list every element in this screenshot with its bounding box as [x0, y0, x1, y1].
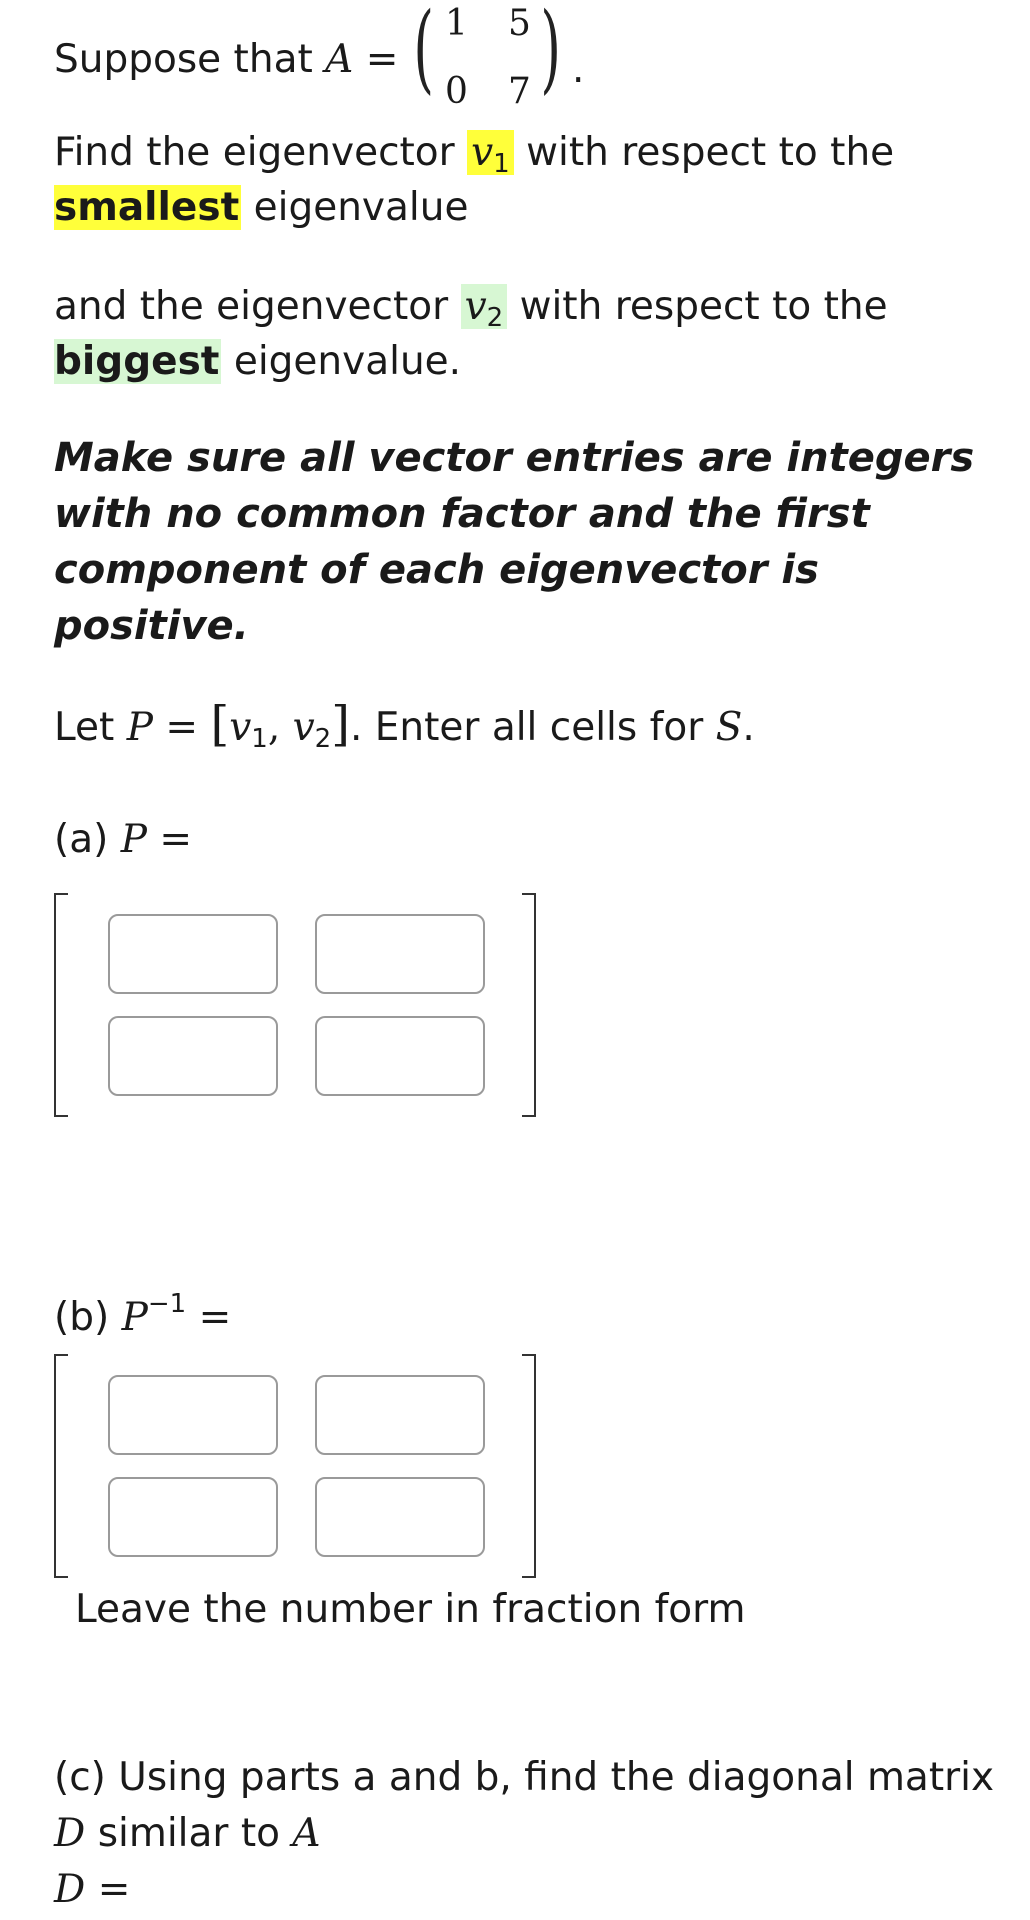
part-a-P: P — [120, 817, 147, 862]
eigenvector-v1-line — [54, 125, 894, 181]
pinv-cell-1-2[interactable] — [315, 1375, 485, 1455]
p-cell-2-2[interactable] — [315, 1016, 485, 1096]
pinv-left-bracket — [54, 1354, 68, 1578]
var-v1: v — [471, 130, 494, 175]
smallest-highlight: smallest — [54, 185, 240, 230]
inverse-superscript: −1 — [147, 1289, 187, 1319]
line2-text1: Find the eigenvector — [54, 130, 455, 175]
matrix-a11: 1 — [445, 3, 468, 44]
p-cell-2-1[interactable] — [108, 1016, 278, 1096]
pinv-cell-2-2[interactable] — [315, 1477, 485, 1557]
var-P: P — [126, 705, 153, 750]
intro-prefix: Suppose that — [54, 37, 313, 82]
close-bracket: ] — [331, 696, 350, 752]
equals-sign: = — [365, 37, 399, 82]
pinv-cell-2-1[interactable] — [108, 1477, 278, 1557]
line5-rest: eigenvalue. — [233, 339, 462, 384]
matrix-a12: 5 — [508, 3, 531, 44]
part-b-equals: = — [198, 1295, 232, 1340]
smallest-line — [54, 180, 468, 236]
p-cell-1-1[interactable] — [108, 914, 278, 994]
left-paren: ( — [413, 0, 435, 104]
p-right-bracket — [522, 893, 536, 1117]
var-S: S — [715, 705, 743, 750]
let-v2-sub: 2 — [314, 724, 332, 754]
var-D: D — [54, 1811, 86, 1856]
line4-text1: and the eigenvector — [54, 284, 449, 329]
right-paren: ) — [540, 0, 562, 104]
part-a-equals: = — [159, 817, 193, 862]
let-p-line — [54, 696, 755, 756]
let-v1-sub: 1 — [251, 724, 268, 754]
let-v1: v — [229, 705, 252, 750]
line2-text2: with respect to the — [526, 130, 895, 175]
part-b-letter: (b) — [54, 1295, 110, 1340]
integer-instruction: Make sure all vector entries are integers with no common factor and the first component of each eigenvector is positive. — [54, 435, 975, 649]
part-b-P: P — [121, 1295, 148, 1340]
var-A: A — [325, 37, 354, 82]
eigenvector-v2-line — [54, 279, 888, 335]
part-c-text: (c) Using parts a and b, find the diagonal matrix — [54, 1755, 995, 1800]
matrix-a21: 0 — [445, 71, 468, 112]
fraction-note: Leave the number in fraction form — [75, 1587, 746, 1632]
let-end: . — [742, 705, 755, 750]
line4-text2: with respect to the — [519, 284, 888, 329]
d-equals: = — [97, 1867, 131, 1912]
biggest-highlight: biggest — [54, 339, 220, 384]
matrix-period: . — [572, 47, 585, 92]
open-bracket: [ — [210, 696, 230, 752]
v1-subscript: 1 — [493, 149, 510, 179]
part-c-line2 — [54, 1806, 321, 1862]
pinv-right-bracket — [522, 1354, 536, 1578]
d-var: D — [54, 1867, 86, 1912]
d-equals-line — [54, 1862, 130, 1918]
let-equals: = — [165, 705, 199, 750]
pinv-cell-1-1[interactable] — [108, 1375, 278, 1455]
p-left-bracket — [54, 893, 68, 1117]
intro-line — [54, 32, 398, 88]
let-comma: , — [267, 705, 281, 750]
v2-subscript: 2 — [486, 303, 504, 333]
part-a-label — [54, 812, 192, 868]
part-c-A: A — [292, 1811, 321, 1856]
p-cell-1-2[interactable] — [315, 914, 485, 994]
line3-rest: eigenvalue — [253, 185, 469, 230]
similar-to-text: similar to — [97, 1811, 280, 1856]
part-a-letter: (a) — [54, 817, 109, 862]
let-v2: v — [292, 705, 315, 750]
let-prefix: Let — [54, 705, 115, 750]
var-v2: v — [464, 284, 487, 329]
part-b-label — [54, 1290, 231, 1346]
matrix-a22: 7 — [508, 71, 531, 112]
biggest-line — [54, 334, 461, 390]
let-text: . Enter all cells for — [349, 705, 704, 750]
